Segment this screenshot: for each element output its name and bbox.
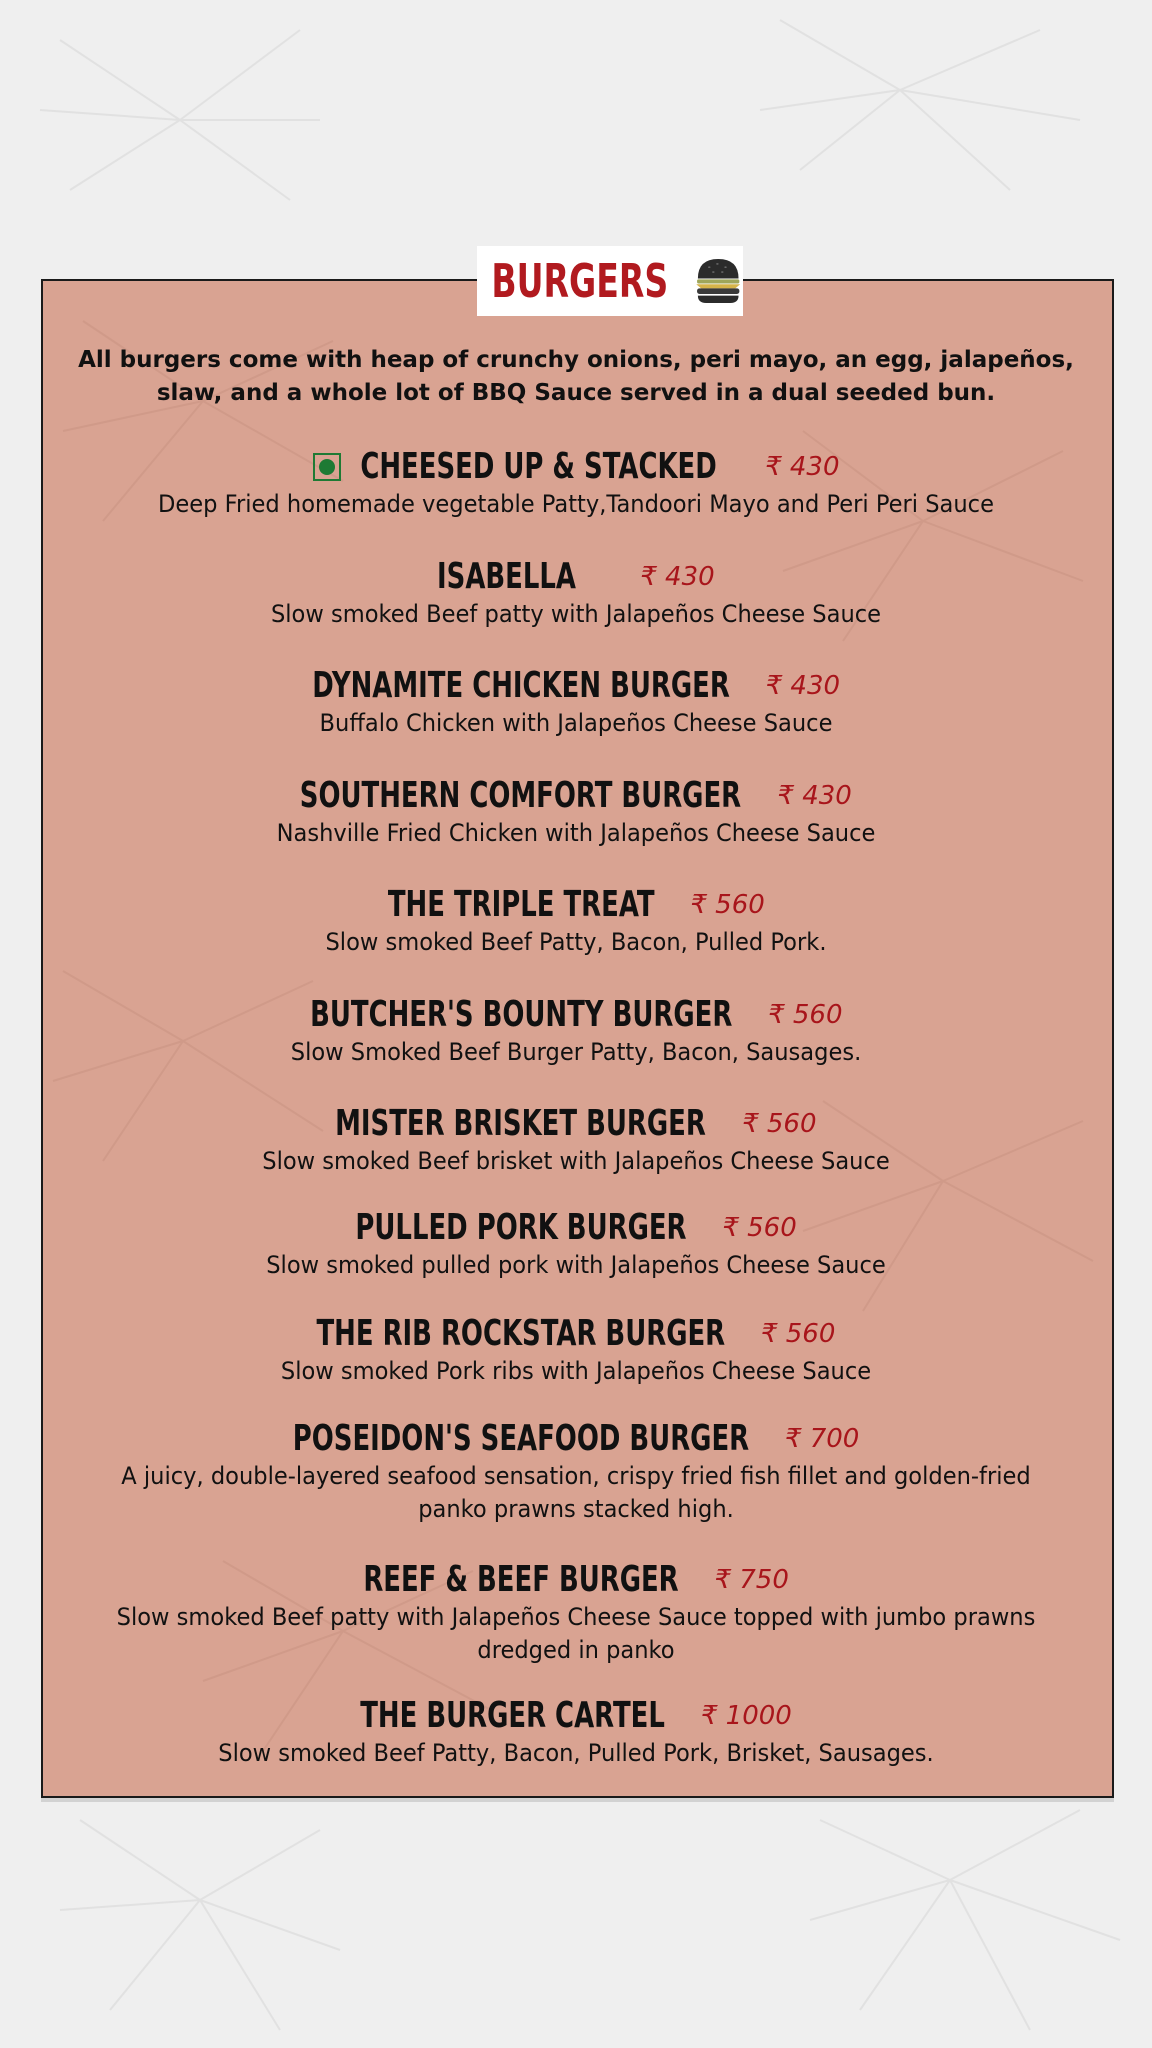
section-title xyxy=(477,246,743,316)
menu-item-price: ₹ 560 xyxy=(690,890,765,920)
menu-item xyxy=(60,1418,1092,1526)
veg-dot xyxy=(319,459,335,475)
section-title-text: BURGERS xyxy=(491,254,669,308)
menu-item-name: CHEESED UP & STACKED xyxy=(360,446,718,487)
veg-icon xyxy=(313,453,341,481)
intro-text: All burgers come with heap of crunchy onions, peri mayo, an egg, jalapeños, slaw, and a whole lot of BBQ Sauce served in a dual seeded bun. xyxy=(78,347,1074,406)
menu-item-name: REEF & BEEF BURGER xyxy=(363,1559,679,1600)
menu-item xyxy=(60,1559,1092,1667)
menu-item-name: ISABELLA xyxy=(437,556,577,597)
menu-item-price: ₹ 700 xyxy=(784,1424,860,1454)
menu-item-header xyxy=(60,1695,1092,1737)
menu-item-description: Slow smoked Beef patty with Jalapeños Cheese Sauce xyxy=(270,600,882,628)
menu-item-description: Slow smoked pulled pork with Jalapeños Cheese Sauce xyxy=(266,1251,886,1279)
menu-item-price: ₹ 560 xyxy=(742,1109,817,1139)
menu-item-header xyxy=(60,556,1092,598)
menu-item-name: POSEIDON'S SEAFOOD BURGER xyxy=(292,1418,749,1459)
menu-item xyxy=(60,775,1092,850)
menu-item-header xyxy=(60,1207,1092,1249)
menu-item-header xyxy=(60,884,1092,926)
menu-item-header xyxy=(60,775,1092,817)
menu-item-description: Slow smoked Beef brisket with Jalapeños Cheese Sauce xyxy=(262,1147,890,1175)
burger-icon xyxy=(693,250,743,312)
menu-item-name: THE TRIPLE TREAT xyxy=(387,884,655,925)
menu-item xyxy=(60,1313,1092,1388)
menu-item xyxy=(60,665,1092,740)
menu-item-price: ₹ 430 xyxy=(777,781,852,811)
menu-item-price: ₹ 430 xyxy=(640,562,715,592)
menu-item-price: ₹ 430 xyxy=(765,452,840,482)
menu-item-description: Slow smoked Pork ribs with Jalapeños Cheese Sauce xyxy=(280,1357,872,1385)
menu-item-header xyxy=(60,1103,1092,1145)
menu-item-description: Slow Smoked Beef Burger Patty, Bacon, Sausages. xyxy=(290,1038,862,1066)
menu-item xyxy=(60,556,1092,631)
menu-item-name: MISTER BRISKET BURGER xyxy=(335,1103,707,1144)
menu-item-header xyxy=(60,1418,1092,1460)
menu-item xyxy=(60,446,1092,521)
menu-item-name: THE RIB ROCKSTAR BURGER xyxy=(316,1313,726,1354)
menu-item-description: Slow smoked Beef Patty, Bacon, Pulled Pork, Brisket, Sausages. xyxy=(218,1739,934,1767)
menu-item-name: DYNAMITE CHICKEN BURGER xyxy=(311,665,730,706)
menu-item-description: Deep Fried homemade vegetable Patty,Tandoori Mayo and Peri Peri Sauce xyxy=(158,490,994,518)
menu-item xyxy=(60,994,1092,1069)
menu-item-price: ₹ 560 xyxy=(768,1000,843,1030)
menu-item-name: PULLED PORK BURGER xyxy=(355,1207,687,1248)
menu-item-price: ₹ 430 xyxy=(765,671,841,701)
menu-item xyxy=(60,1207,1092,1282)
menu-item-price: ₹ 560 xyxy=(760,1319,836,1349)
menu-item-description: Nashville Fried Chicken with Jalapeños Cheese Sauce xyxy=(276,819,876,847)
menu-item xyxy=(60,1103,1092,1178)
menu-item-price: ₹ 750 xyxy=(714,1565,789,1595)
menu-item-description: A juicy, double-layered seafood sensation, crispy fried fish fillet and golden-fried panko prawns stacked high. xyxy=(121,1462,1031,1523)
menu-item-name: SOUTHERN COMFORT BURGER xyxy=(300,775,742,816)
menu-item-description: Slow smoked Beef Patty, Bacon, Pulled Pork. xyxy=(325,928,827,956)
menu-item-price: ₹ 560 xyxy=(722,1213,797,1243)
menu-item-header xyxy=(60,665,1092,707)
menu-item-name: BUTCHER'S BOUNTY BURGER xyxy=(309,994,732,1035)
menu-item-description: Buffalo Chicken with Jalapeños Cheese Sauce xyxy=(319,709,833,737)
menu-item-price: ₹ 1000 xyxy=(700,1701,792,1731)
menu-item-header xyxy=(60,1313,1092,1355)
menu-item-header xyxy=(60,446,1092,488)
menu-item-name: THE BURGER CARTEL xyxy=(360,1695,665,1736)
menu-item xyxy=(60,1695,1092,1770)
menu-item-header xyxy=(60,994,1092,1036)
menu-item xyxy=(60,884,1092,959)
menu-item-header xyxy=(60,1559,1092,1601)
menu-item-description: Slow smoked Beef patty with Jalapeños Cheese Sauce topped with jumbo prawns dredged in panko xyxy=(116,1603,1036,1664)
